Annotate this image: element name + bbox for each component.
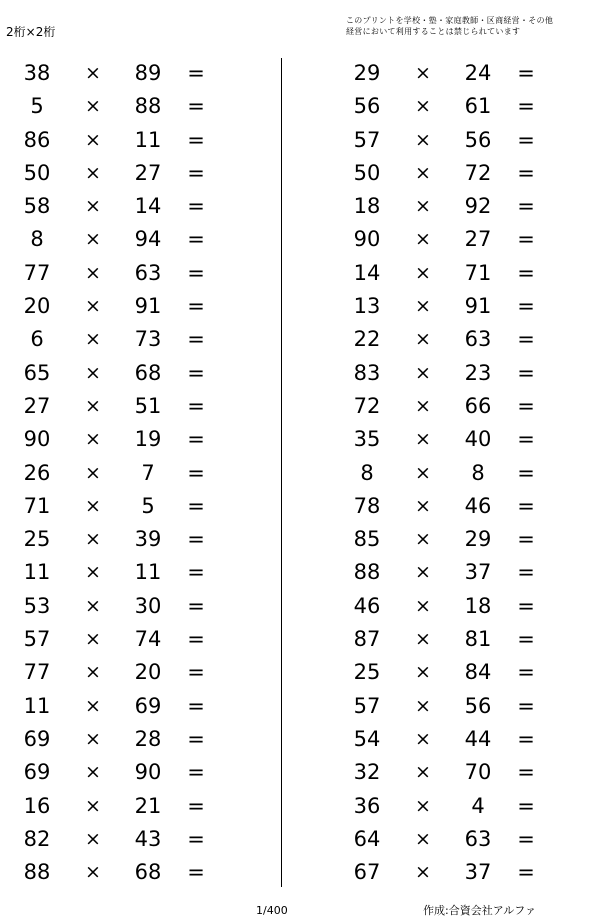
equals-sign: = <box>187 227 205 252</box>
multiply-sign: × <box>415 794 431 817</box>
equals-sign: = <box>517 294 535 319</box>
multiply-sign: × <box>415 95 431 118</box>
equals-sign: = <box>187 194 205 219</box>
first-operand: 36 <box>353 793 381 818</box>
first-operand: 87 <box>353 627 381 652</box>
second-operand: 74 <box>134 627 162 652</box>
second-operand: 7 <box>141 460 155 485</box>
equals-sign: = <box>517 127 535 152</box>
first-operand: 78 <box>353 493 381 518</box>
second-operand: 63 <box>134 260 162 285</box>
equals-sign: = <box>517 194 535 219</box>
multiply-sign: × <box>85 528 101 551</box>
equals-sign: = <box>517 460 535 485</box>
first-operand: 11 <box>23 693 51 718</box>
multiply-sign: × <box>415 428 431 451</box>
first-operand: 64 <box>353 826 381 851</box>
second-operand: 92 <box>464 194 492 219</box>
second-operand: 18 <box>464 593 492 618</box>
equals-sign: = <box>187 760 205 785</box>
multiply-sign: × <box>415 394 431 417</box>
multiply-sign: × <box>415 561 431 584</box>
first-operand: 16 <box>23 793 51 818</box>
equals-sign: = <box>187 327 205 352</box>
first-operand: 25 <box>353 660 381 685</box>
first-operand: 56 <box>353 94 381 119</box>
equals-sign: = <box>187 693 205 718</box>
first-operand: 82 <box>23 826 51 851</box>
equals-sign: = <box>187 127 205 152</box>
equals-sign: = <box>517 227 535 252</box>
multiply-sign: × <box>85 195 101 218</box>
second-operand: 73 <box>134 327 162 352</box>
second-operand: 11 <box>134 127 162 152</box>
second-operand: 56 <box>464 693 492 718</box>
equals-sign: = <box>187 61 205 85</box>
multiply-sign: × <box>415 727 431 750</box>
second-operand: 94 <box>134 227 162 252</box>
multiply-sign: × <box>85 361 101 384</box>
first-operand: 85 <box>353 527 381 552</box>
second-operand: 4 <box>471 793 485 818</box>
second-operand: 90 <box>134 760 162 785</box>
multiply-sign: × <box>85 461 101 484</box>
second-operand: 68 <box>134 860 162 885</box>
multiply-sign: × <box>415 628 431 651</box>
second-operand: 46 <box>464 493 492 518</box>
second-operand: 39 <box>134 527 162 552</box>
second-operand: 11 <box>134 560 162 585</box>
multiply-sign: × <box>415 261 431 284</box>
multiply-sign: × <box>415 328 431 351</box>
usage-notice-line-1: このプリントを学校・塾・家庭教師・区商経営・その他 <box>346 16 554 25</box>
second-operand: 30 <box>134 593 162 618</box>
equals-sign: = <box>517 593 535 618</box>
worksheet-title: 2桁×2桁 <box>6 25 56 39</box>
first-operand: 22 <box>353 327 381 352</box>
second-operand: 24 <box>464 61 492 85</box>
first-operand: 20 <box>23 294 51 319</box>
equals-sign: = <box>517 327 535 352</box>
equals-sign: = <box>187 793 205 818</box>
multiply-sign: × <box>85 295 101 318</box>
first-operand: 38 <box>23 61 51 85</box>
multiply-sign: × <box>415 461 431 484</box>
equals-sign: = <box>187 860 205 885</box>
equals-sign: = <box>187 427 205 452</box>
multiply-sign: × <box>415 861 431 884</box>
equals-sign: = <box>517 493 535 518</box>
equals-sign: = <box>517 860 535 885</box>
equals-sign: = <box>517 627 535 652</box>
multiply-sign: × <box>85 62 101 84</box>
first-operand: 77 <box>23 260 51 285</box>
equals-sign: = <box>187 527 205 552</box>
first-operand: 8 <box>360 460 374 485</box>
first-operand: 71 <box>23 493 51 518</box>
second-operand: 27 <box>464 227 492 252</box>
second-operand: 20 <box>134 660 162 685</box>
second-operand: 91 <box>134 294 162 319</box>
multiply-sign: × <box>85 428 101 451</box>
first-operand: 27 <box>23 393 51 418</box>
equals-sign: = <box>517 760 535 785</box>
first-operand: 90 <box>23 427 51 452</box>
multiply-sign: × <box>85 827 101 850</box>
first-operand: 65 <box>23 360 51 385</box>
multiply-sign: × <box>85 661 101 684</box>
multiply-sign: × <box>415 161 431 184</box>
equals-sign: = <box>517 693 535 718</box>
equals-sign: = <box>187 94 205 119</box>
first-operand: 90 <box>353 227 381 252</box>
multiply-sign: × <box>85 161 101 184</box>
second-operand: 29 <box>464 527 492 552</box>
equals-sign: = <box>517 61 535 85</box>
equals-sign: = <box>517 826 535 851</box>
multiply-sign: × <box>85 394 101 417</box>
second-operand: 27 <box>134 160 162 185</box>
multiply-sign: × <box>85 128 101 151</box>
equals-sign: = <box>187 460 205 485</box>
equals-sign: = <box>187 294 205 319</box>
multiply-sign: × <box>415 62 431 84</box>
first-operand: 26 <box>23 460 51 485</box>
second-operand: 71 <box>464 260 492 285</box>
first-operand: 69 <box>23 760 51 785</box>
first-operand: 14 <box>353 260 381 285</box>
first-operand: 8 <box>30 227 44 252</box>
second-operand: 61 <box>464 94 492 119</box>
first-operand: 83 <box>353 360 381 385</box>
equals-sign: = <box>187 726 205 751</box>
first-operand: 50 <box>353 160 381 185</box>
first-operand: 57 <box>353 693 381 718</box>
first-operand: 67 <box>353 860 381 885</box>
second-operand: 63 <box>464 327 492 352</box>
multiply-sign: × <box>415 494 431 517</box>
second-operand: 91 <box>464 294 492 319</box>
multiply-sign: × <box>85 561 101 584</box>
multiply-sign: × <box>415 195 431 218</box>
second-operand: 37 <box>464 560 492 585</box>
equals-sign: = <box>187 260 205 285</box>
usage-notice <box>346 15 553 37</box>
equals-sign: = <box>187 627 205 652</box>
equals-sign: = <box>517 527 535 552</box>
multiply-sign: × <box>415 128 431 151</box>
multiply-sign: × <box>415 295 431 318</box>
second-operand: 5 <box>141 493 155 518</box>
multiply-sign: × <box>415 761 431 784</box>
second-operand: 40 <box>464 427 492 452</box>
multiply-sign: × <box>85 328 101 351</box>
second-operand: 84 <box>464 660 492 685</box>
multiply-sign: × <box>85 228 101 251</box>
equals-sign: = <box>517 94 535 119</box>
first-operand: 25 <box>23 527 51 552</box>
equals-sign: = <box>187 826 205 851</box>
first-operand: 32 <box>353 760 381 785</box>
multiply-sign: × <box>415 661 431 684</box>
first-operand: 88 <box>23 860 51 885</box>
equals-sign: = <box>187 660 205 685</box>
equals-sign: = <box>517 360 535 385</box>
first-operand: 58 <box>23 194 51 219</box>
multiply-sign: × <box>85 95 101 118</box>
multiply-sign: × <box>415 228 431 251</box>
first-operand: 57 <box>353 127 381 152</box>
multiply-sign: × <box>85 694 101 717</box>
equals-sign: = <box>517 560 535 585</box>
equals-sign: = <box>187 393 205 418</box>
second-operand: 70 <box>464 760 492 785</box>
first-operand: 5 <box>30 94 44 119</box>
second-operand: 69 <box>134 693 162 718</box>
first-operand: 69 <box>23 726 51 751</box>
multiply-sign: × <box>415 827 431 850</box>
equals-sign: = <box>517 427 535 452</box>
equals-sign: = <box>187 160 205 185</box>
column-divider <box>281 58 282 887</box>
equals-sign: = <box>517 160 535 185</box>
equals-sign: = <box>187 560 205 585</box>
second-operand: 81 <box>464 627 492 652</box>
equals-sign: = <box>187 593 205 618</box>
second-operand: 19 <box>134 427 162 452</box>
multiply-sign: × <box>85 594 101 617</box>
multiply-sign: × <box>85 628 101 651</box>
usage-notice-line-2: 経営において利用することは禁じられています <box>346 27 521 36</box>
first-operand: 88 <box>353 560 381 585</box>
first-operand: 46 <box>353 593 381 618</box>
first-operand: 6 <box>30 327 44 352</box>
second-operand: 8 <box>471 460 485 485</box>
first-operand: 11 <box>23 560 51 585</box>
equals-sign: = <box>517 660 535 685</box>
equals-sign: = <box>517 393 535 418</box>
second-operand: 43 <box>134 826 162 851</box>
first-operand: 29 <box>353 61 381 85</box>
page-number: 1/400 <box>256 904 288 917</box>
equals-sign: = <box>187 493 205 518</box>
equals-sign: = <box>187 360 205 385</box>
second-operand: 89 <box>134 61 162 85</box>
second-operand: 56 <box>464 127 492 152</box>
multiply-sign: × <box>85 861 101 884</box>
multiply-sign: × <box>85 261 101 284</box>
first-operand: 35 <box>353 427 381 452</box>
multiply-sign: × <box>415 528 431 551</box>
multiply-sign: × <box>85 727 101 750</box>
first-operand: 13 <box>353 294 381 319</box>
second-operand: 23 <box>464 360 492 385</box>
second-operand: 21 <box>134 793 162 818</box>
multiply-sign: × <box>85 494 101 517</box>
first-operand: 54 <box>353 726 381 751</box>
second-operand: 14 <box>134 194 162 219</box>
second-operand: 88 <box>134 94 162 119</box>
multiply-sign: × <box>415 361 431 384</box>
second-operand: 63 <box>464 826 492 851</box>
multiply-sign: × <box>85 761 101 784</box>
first-operand: 18 <box>353 194 381 219</box>
author-credit: 作成:合資会社アルファ <box>423 904 537 917</box>
equals-sign: = <box>517 793 535 818</box>
first-operand: 86 <box>23 127 51 152</box>
second-operand: 68 <box>134 360 162 385</box>
multiply-sign: × <box>85 794 101 817</box>
second-operand: 66 <box>464 393 492 418</box>
first-operand: 72 <box>353 393 381 418</box>
second-operand: 72 <box>464 160 492 185</box>
second-operand: 44 <box>464 726 492 751</box>
first-operand: 77 <box>23 660 51 685</box>
second-operand: 51 <box>134 393 162 418</box>
multiply-sign: × <box>415 694 431 717</box>
second-operand: 28 <box>134 726 162 751</box>
first-operand: 57 <box>23 627 51 652</box>
multiply-sign: × <box>415 594 431 617</box>
equals-sign: = <box>517 260 535 285</box>
second-operand: 37 <box>464 860 492 885</box>
equals-sign: = <box>517 726 535 751</box>
first-operand: 50 <box>23 160 51 185</box>
first-operand: 53 <box>23 593 51 618</box>
